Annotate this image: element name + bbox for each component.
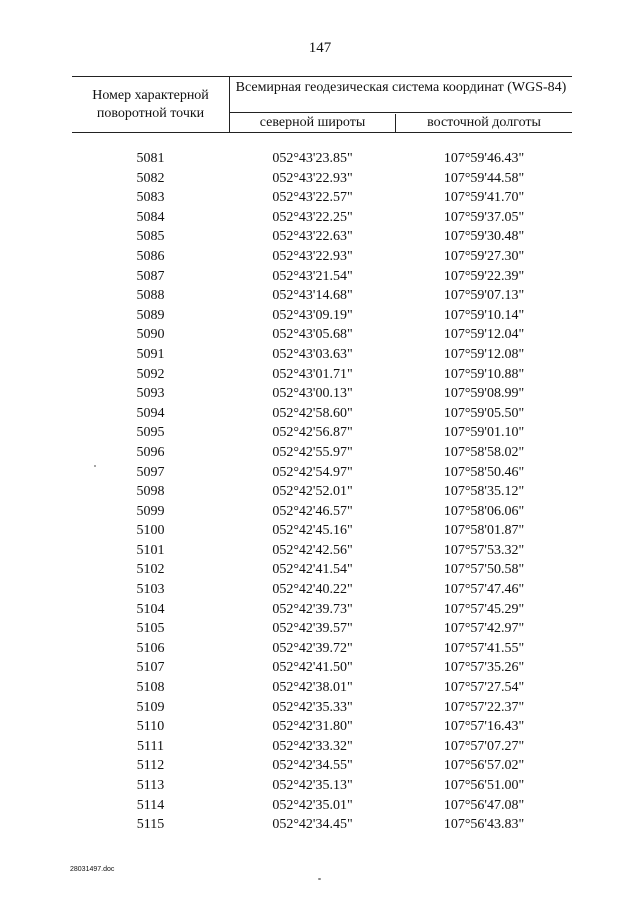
point-number-cell: 5085 (136, 229, 165, 245)
table-row (72, 796, 572, 816)
longitude-cell: 107°56'47.08" (443, 797, 525, 813)
longitude-cell: 107°57'16.43" (443, 719, 525, 735)
longitude-cell: 107°57'07.27" (443, 738, 525, 754)
point-number-cell: 5113 (136, 778, 165, 793)
latitude-cell: 052°43'03.63" (272, 346, 353, 362)
table-row (72, 286, 572, 306)
point-number-cell: 5088 (136, 288, 165, 304)
longitude-cell: 107°59'37.05" (443, 209, 525, 225)
table-row (72, 247, 572, 267)
longitude-cell: 107°59'01.10" (443, 425, 525, 441)
point-number-cell: 5103 (136, 582, 165, 598)
table-row (72, 717, 572, 737)
longitude-cell: 107°59'12.08" (443, 346, 525, 362)
point-number-cell: 5090 (136, 327, 165, 343)
header-coordinate-system: Всемирная геодезическая система координат (WGS-84) (230, 77, 572, 113)
table-row (72, 423, 572, 443)
latitude-cell: 052°42'41.50" (272, 660, 353, 676)
point-number-cell: 5100 (136, 523, 165, 539)
table-row (72, 619, 572, 639)
point-number-cell: 5108 (136, 680, 165, 696)
latitude-cell: 052°43'22.93" (272, 170, 353, 186)
table-row (72, 756, 572, 776)
latitude-cell: 052°42'39.72" (272, 640, 353, 656)
table-row (72, 149, 572, 169)
latitude-cell: 052°42'31.80" (272, 719, 353, 735)
latitude-cell: 052°42'45.16" (272, 523, 353, 539)
longitude-cell: 107°57'47.46" (443, 582, 525, 598)
table-row (72, 365, 572, 385)
longitude-cell: 107°59'05.50" (443, 405, 525, 421)
longitude-cell: 107°59'30.48" (443, 229, 525, 245)
latitude-cell: 052°42'52.01" (272, 484, 353, 500)
latitude-cell: 052°43'14.68" (272, 288, 353, 304)
table-row (72, 463, 572, 483)
point-number-cell: 5081 (136, 151, 165, 166)
longitude-cell: 107°56'51.00" (443, 778, 525, 793)
table-row (72, 541, 572, 561)
point-number-cell: 5114 (136, 797, 165, 813)
table-row (72, 737, 572, 757)
table-row (72, 208, 572, 228)
longitude-cell: 107°59'10.88" (443, 366, 525, 382)
point-number-cell: 5084 (136, 209, 165, 225)
point-number-cell: 5109 (136, 699, 165, 715)
point-number-cell: 5095 (136, 425, 165, 441)
header-latitude: северной широты (230, 114, 396, 132)
point-number-cell: 5110 (136, 719, 165, 735)
table-row (72, 345, 572, 365)
header-longitude: восточной долготы (427, 115, 541, 130)
table-header (72, 76, 572, 133)
longitude-cell: 107°57'22.37" (443, 699, 525, 715)
point-number-cell: 5086 (136, 248, 165, 264)
latitude-cell: 052°43'21.54" (272, 268, 353, 284)
latitude-cell: 052°42'39.73" (272, 601, 353, 617)
point-number-cell: 5091 (136, 346, 165, 362)
latitude-cell: 052°42'33.32" (272, 738, 353, 754)
table-row (72, 306, 572, 326)
point-number-cell: 5082 (136, 170, 165, 186)
longitude-cell: 107°58'35.12" (443, 484, 525, 500)
table-row (72, 521, 572, 541)
latitude-cell: 052°42'39.57" (272, 621, 353, 637)
point-number-cell: 5099 (136, 503, 165, 519)
longitude-cell: 107°57'35.26" (443, 660, 525, 676)
latitude-cell: 052°42'35.13" (272, 778, 353, 793)
latitude-cell: 052°43'22.25" (272, 209, 353, 225)
point-number-cell: 5106 (136, 640, 165, 656)
header-point-number: Номер характерной поворотной точки (72, 77, 230, 132)
longitude-cell: 107°57'53.32" (443, 542, 525, 558)
latitude-cell: 052°42'46.57" (272, 503, 353, 519)
table-row (72, 325, 572, 345)
latitude-cell: 052°42'56.87" (272, 425, 353, 441)
point-number-cell: 5112 (136, 758, 165, 774)
point-number-cell: 5101 (136, 542, 165, 558)
table-row (72, 267, 572, 287)
point-number-cell: 5115 (136, 817, 165, 833)
longitude-cell: 107°57'50.58" (443, 562, 525, 578)
latitude-cell: 052°42'34.45" (272, 817, 353, 833)
latitude-cell: 052°43'00.13" (272, 386, 353, 402)
table-row (72, 227, 572, 247)
point-number-cell: 5107 (136, 660, 165, 676)
point-number-cell: 5083 (136, 190, 165, 206)
table-row (72, 482, 572, 502)
point-number-cell: 5098 (136, 484, 165, 500)
latitude-cell: 052°43'22.57" (272, 190, 353, 206)
point-number-cell: 5092 (136, 366, 165, 382)
table-row (72, 443, 572, 463)
point-number-cell: 5093 (136, 386, 165, 402)
longitude-cell: 107°57'41.55" (443, 640, 525, 656)
point-number-cell: 5097 (136, 464, 165, 480)
table-row (72, 776, 572, 796)
latitude-cell: 052°43'23.85" (272, 151, 353, 166)
latitude-cell: 052°42'34.55" (272, 758, 353, 774)
longitude-cell: 107°59'07.13" (443, 288, 525, 304)
table-row (72, 188, 572, 208)
table-row (72, 678, 572, 698)
latitude-cell: 052°42'38.01" (272, 680, 353, 696)
table-row (72, 580, 572, 600)
latitude-cell: 052°42'35.01" (272, 797, 353, 813)
longitude-cell: 107°59'41.70" (443, 190, 525, 206)
longitude-cell: 107°58'01.87" (443, 523, 525, 539)
longitude-cell: 107°59'08.99" (443, 386, 525, 402)
table-row (72, 404, 572, 424)
table-row (72, 658, 572, 678)
latitude-cell: 052°43'05.68" (272, 327, 353, 343)
longitude-cell: 107°59'10.14" (443, 307, 525, 323)
footer-filename: 28031497.doc (70, 866, 115, 873)
point-number-cell: 5087 (136, 268, 165, 284)
longitude-cell: 107°59'27.30" (443, 248, 525, 264)
latitude-cell: 052°42'58.60" (272, 405, 353, 421)
table-row (72, 815, 572, 835)
table-row (72, 502, 572, 522)
longitude-cell: 107°57'27.54" (443, 680, 525, 696)
table-row (72, 560, 572, 580)
latitude-cell: 052°42'40.22" (272, 582, 353, 598)
latitude-cell: 052°42'42.56" (272, 542, 353, 558)
scan-speck (94, 465, 96, 467)
latitude-cell: 052°42'41.54" (272, 562, 353, 578)
point-number-cell: 5089 (136, 307, 165, 323)
page-number: 147 (308, 40, 332, 56)
longitude-cell: 107°58'58.02" (443, 444, 525, 460)
point-number-cell: 5104 (136, 601, 165, 617)
latitude-cell: 052°43'22.63" (272, 229, 353, 245)
latitude-cell: 052°43'01.71" (272, 366, 353, 382)
longitude-cell: 107°57'45.29" (443, 601, 525, 617)
longitude-cell: 107°56'43.83" (443, 817, 525, 833)
longitude-cell: 107°59'12.04" (443, 327, 525, 343)
latitude-cell: 052°42'35.33" (272, 699, 353, 715)
longitude-cell: 107°58'06.06" (443, 503, 525, 519)
point-number-cell: 5105 (136, 621, 165, 637)
table-row (72, 384, 572, 404)
latitude-cell: 052°43'22.93" (272, 248, 353, 264)
coordinates-table-body (72, 149, 572, 835)
longitude-cell: 107°59'22.39" (443, 268, 525, 284)
table-row (72, 698, 572, 718)
longitude-cell: 107°58'50.46" (443, 464, 525, 480)
latitude-cell: 052°43'09.19" (272, 307, 353, 323)
latitude-cell: 052°42'54.97" (272, 464, 353, 480)
longitude-cell: 107°59'46.43" (443, 151, 525, 166)
point-number-cell: 5102 (136, 562, 165, 578)
point-number-cell: 5094 (136, 405, 165, 421)
latitude-cell: 052°42'55.97" (272, 444, 353, 460)
longitude-cell: 107°56'57.02" (443, 758, 525, 774)
longitude-cell: 107°57'42.97" (443, 621, 525, 637)
table-row (72, 169, 572, 189)
longitude-cell: 107°59'44.58" (443, 170, 525, 186)
table-row (72, 639, 572, 659)
scan-speck (318, 878, 321, 880)
point-number-cell: 5096 (136, 444, 165, 460)
table-row (72, 600, 572, 620)
point-number-cell: 5111 (137, 738, 164, 754)
